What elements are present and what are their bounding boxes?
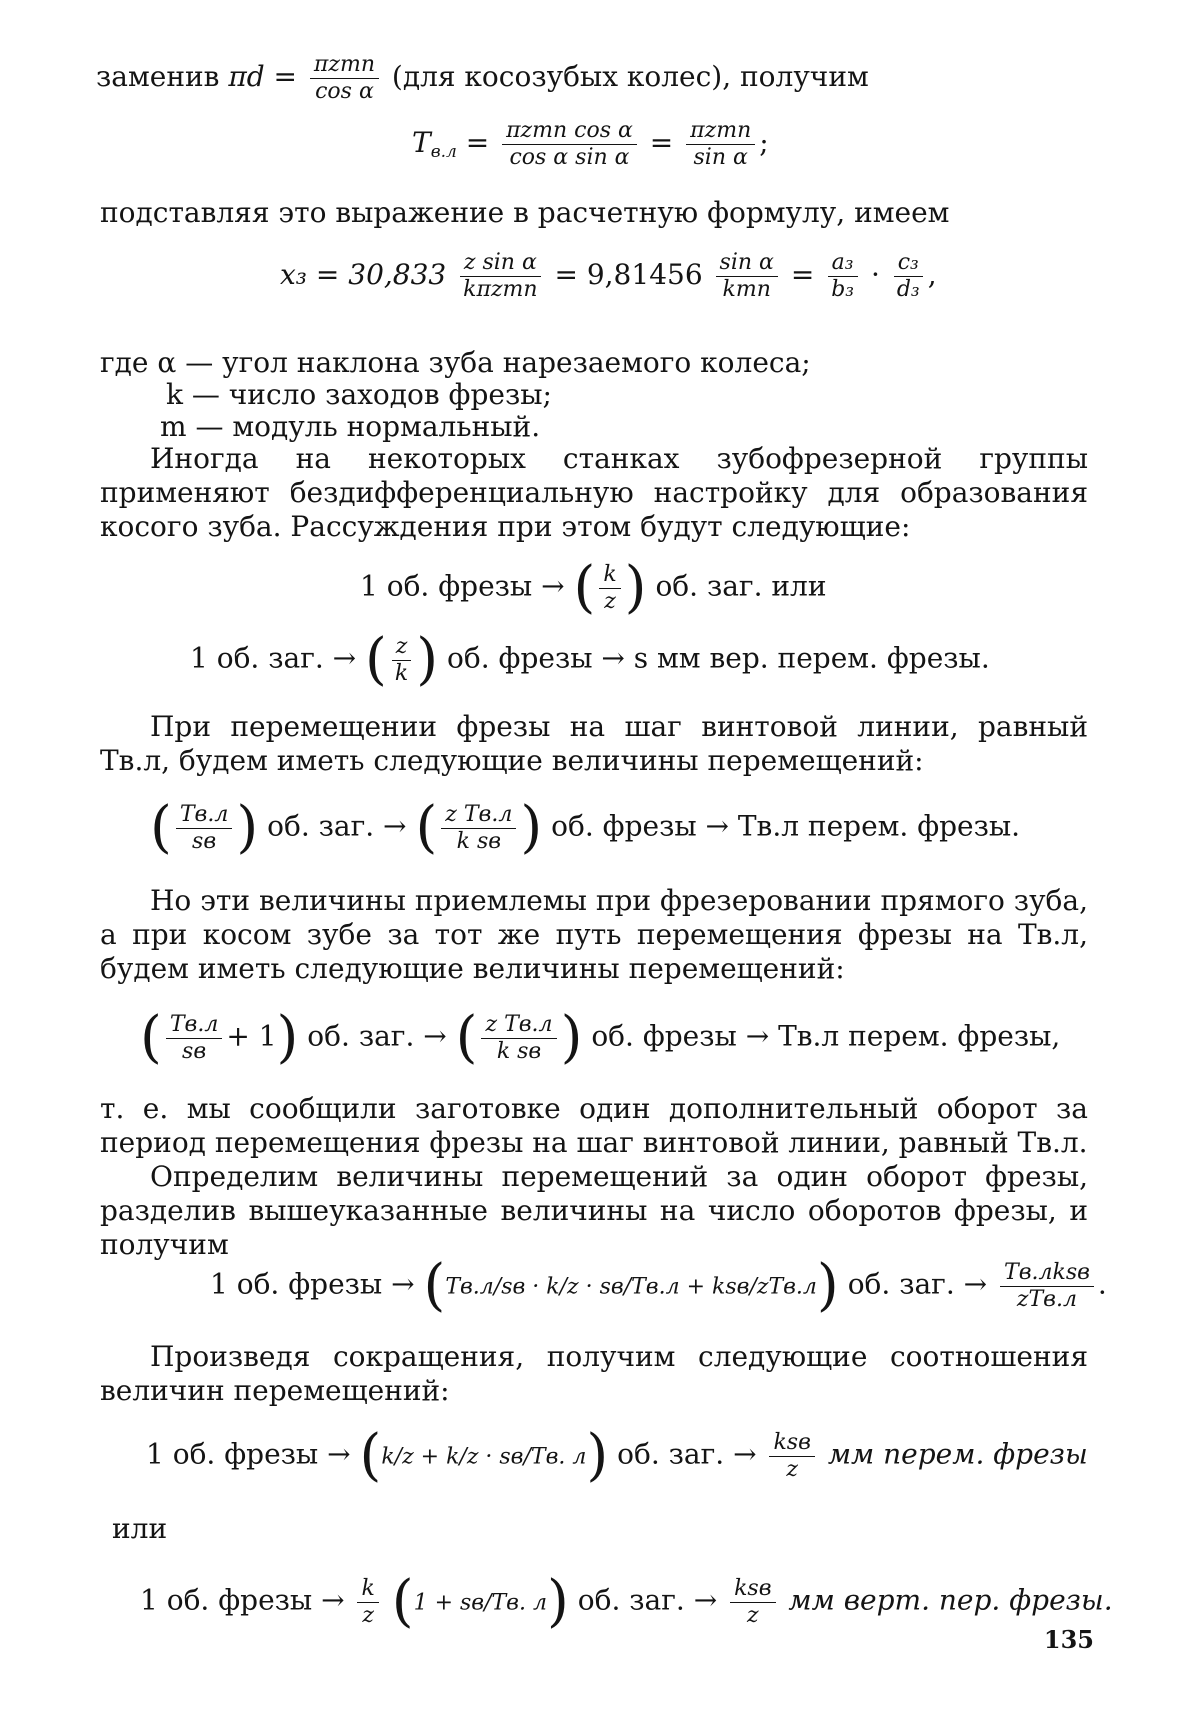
fraction-denominator: k sв [496,1038,542,1064]
formula-6-body: k/z + k/z · sв/Tв. л [381,1444,587,1470]
tvl-equation: $T_{в.л}$ = $\frac{\text{πzmn cos α}}{\text{cos α sin α}}$ = $\frac{\text{πzmn}}{\text{sin α}}$ ; [412,118,769,170]
x3-fraction-c3-d3 [893,250,924,303]
formula-5: 1 об. фрезы → (Tв.л/sв · k/z · sв/Tв.л + ksв/zTв.л) об. заг. → $\frac{\text{Tв.лksв}}{\text{zTв.л}}$ . [210,1253,1107,1318]
fraction-denominator: sin α [693,145,748,170]
fraction-numerator: ksв [769,1430,814,1457]
fraction-numerator: sin α [716,250,778,277]
paragraph-5: Определим величины перемещений за один оборот фрезы, разделив вышеуказанные величины на число оборотов фрезы, и получим [100,1160,1088,1261]
fraction-denominator: cos α [315,79,374,104]
fraction-numerator: πzmn cos α [502,118,637,145]
formula-4-right: об. фрезы → Tв.л перем. фрезы, [591,1019,1061,1053]
formula-2-left: 1 об. заг. → [190,641,357,675]
formula-3-right: об. фрезы → Tв.л перем. фрезы. [551,809,1021,843]
x3-lhs: x₃ = 30,833 [280,258,447,291]
fraction-denominator: k [394,660,409,686]
formula-7-right: мм верт. пер. фрезы. [788,1583,1113,1617]
pi-z-mn-fraction [310,52,379,105]
fraction-denominator: z [747,1602,759,1628]
paragraph-1: Иногда на некоторых станках зубофрезерной группы применяют бездифференциальную настройку для образования косого зуба. Рассуждения при этом будут следующие: [100,442,1088,543]
fraction-denominator: k sв [456,828,502,854]
x3-middle: = 9,81456 [554,258,703,291]
formula-6-left: 1 об. фрезы → [146,1437,351,1471]
formula-4-middle: об. заг. → [307,1019,447,1053]
fraction-denominator: b₃ [831,277,855,302]
formula-7-body: 1 + sв/Tв. л [413,1590,547,1616]
fraction-denominator: cos α sin α [509,145,630,170]
formula-6-right: мм перем. фрезы [827,1437,1088,1471]
plus-one: + 1 [226,1019,277,1053]
legend-k: k — число заходов фрезы; [166,378,552,411]
fraction-denominator: zTв.л [1016,1286,1077,1312]
fraction-numerator: πzmn [310,52,379,79]
legend-m: m — модуль нормальный. [160,410,541,443]
formula-6: 1 об. фрезы → (k/z + k/z · sв/Tв. л) об. заг. → $\frac{\text{ksв}}{z}$ мм перем. фрезы [146,1423,1088,1488]
substitution-line: подставляя это выражение в расчетную формулу, имеем [100,196,950,229]
fraction-denominator: sв [192,828,217,854]
fraction-numerator: z [392,634,412,661]
tvl-fraction-2 [686,118,755,171]
formula-1-right: об. заг. или [655,569,827,603]
ksv-over-z-fraction [769,1430,814,1483]
fraction-numerator: πzmn [686,118,755,145]
k-over-z-fraction [599,562,620,615]
fraction-denominator: kmn [722,277,771,302]
x3-equation: x₃ = 30,833 $\frac{\text{z sin α}}{\text{kπzmn}}$ = 9,81456 $\frac{\text{sin α}}{\text{kmn}}$ = $\frac{\text{a₃}}{\text{b₃}}$ · $\frac{\text{c₃}}{\text{d₃}}$ , [280,250,937,302]
fraction-numerator: z Tв.л [481,1012,556,1039]
paragraph-3: Но эти величины приемлемы при фрезеровании прямого зуба, а при косом зубе за тот же путь перемещения фрезы на Tв.л, будем иметь следующие величины перемещений: [100,884,1088,985]
intro-text: заменив [96,60,220,93]
formula-7: 1 об. фрезы → $\frac{k}{z}$ (1 + sв/Tв. л) об. заг. → $\frac{\text{ksв}}{z}$ мм верт. пер. фрезы. [140,1569,1113,1634]
fraction-denominator: z [604,588,616,614]
tvl-subscript: в.л [430,142,457,162]
fraction-denominator: z [362,1602,374,1628]
fraction-numerator: a₃ [828,250,858,277]
x3-fraction-2 [716,250,778,303]
formula-5-left: 1 об. фрезы → [210,1267,415,1301]
fraction-numerator: z Tв.л [441,802,516,829]
formula-5-middle: об. заг. → [847,1267,988,1301]
fraction-numerator: z sin α [460,250,541,277]
tvl-fraction-1 [502,118,637,171]
legend-alpha: где α — угол наклона зуба нарезаемого колеса; [100,346,811,379]
z-tvl-over-k-sv-fraction [441,802,516,855]
fraction-numerator: ksв [730,1576,775,1603]
tvl-over-sv-fraction [166,1012,222,1065]
fraction-numerator: k [599,562,620,589]
z-tvl-over-k-sv-fraction [481,1012,556,1065]
formula-1-left: 1 об. фрезы → [360,569,565,603]
formula-3: ( $\frac{Tв.л}{sв}$ ) об. заг. → ( $\frac{\text{z Tв.л}}{\text{k sв}}$ ) об. фрезы → Tв.л перем. фрезы. [150,795,1021,860]
paragraph-4: т. е. мы сообщили заготовке один дополнительный оборот за период перемещения фрезы на шаг винтовой линии, равный Tв.л. [100,1092,1088,1159]
formula-6-middle: об. заг. → [617,1437,757,1471]
formula-5-body: Tв.л/sв · k/z · sв/Tв.л + ksв/zTв.л [445,1274,817,1300]
pi-d-equation: πd = [228,60,297,93]
tvl-over-sv-fraction [176,802,232,855]
fraction-numerator: k [357,1576,378,1603]
x3-fraction-1 [459,250,541,303]
fraction-denominator: sв [182,1038,207,1064]
fraction-numerator: Tв.л [176,802,232,829]
z-over-k-fraction [391,634,412,687]
intro-tail: (для косозубых колес), получим [391,60,869,93]
formula-7-middle: об. заг. → [577,1583,718,1617]
paragraph-6: Произведя сокращения, получим следующие соотношения величин перемещений: [100,1340,1088,1407]
fraction-denominator: z [786,1456,798,1482]
fraction-numerator: Tв.лksв [1000,1260,1094,1287]
fraction-numerator: Tв.л [166,1012,222,1039]
paragraph-2: При перемещении фрезы на шаг винтовой линии, равный Tв.л, будем иметь следующие величины перемещений: [100,710,1088,777]
formula-7-left: 1 об. фрезы → [140,1583,345,1617]
formula-4: ( $\frac{Tв.л}{sв}$ + 1) об. заг. → ( $\frac{\text{z Tв.л}}{\text{k sв}}$ ) об. фрезы → Tв.л перем. фрезы, [140,1005,1061,1070]
or-word: или [112,1512,168,1545]
tvl-ksv-over-ztvl-fraction [1000,1260,1094,1313]
fraction-denominator: d₃ [896,277,920,302]
ksv-over-z-fraction [730,1576,775,1629]
fraction-numerator: c₃ [894,250,923,277]
intro-line [96,52,1200,105]
tvl-symbol: T [412,126,431,159]
formula-3-middle: об. заг. → [267,809,407,843]
k-over-z-fraction [357,1576,378,1629]
formula-2: 1 об. заг. → ( $\frac{z}{k}$ ) об. фрезы → s мм вер. перем. фрезы. [190,627,990,692]
page-number: 135 [1043,1625,1094,1654]
formula-1: 1 об. фрезы → ( $\frac{k}{z}$ ) об. заг. или [360,555,827,620]
x3-fraction-a3-b3 [827,250,858,303]
fraction-denominator: kπzmn [463,277,538,302]
formula-2-right: об. фрезы → s мм вер. перем. фрезы. [447,641,990,675]
